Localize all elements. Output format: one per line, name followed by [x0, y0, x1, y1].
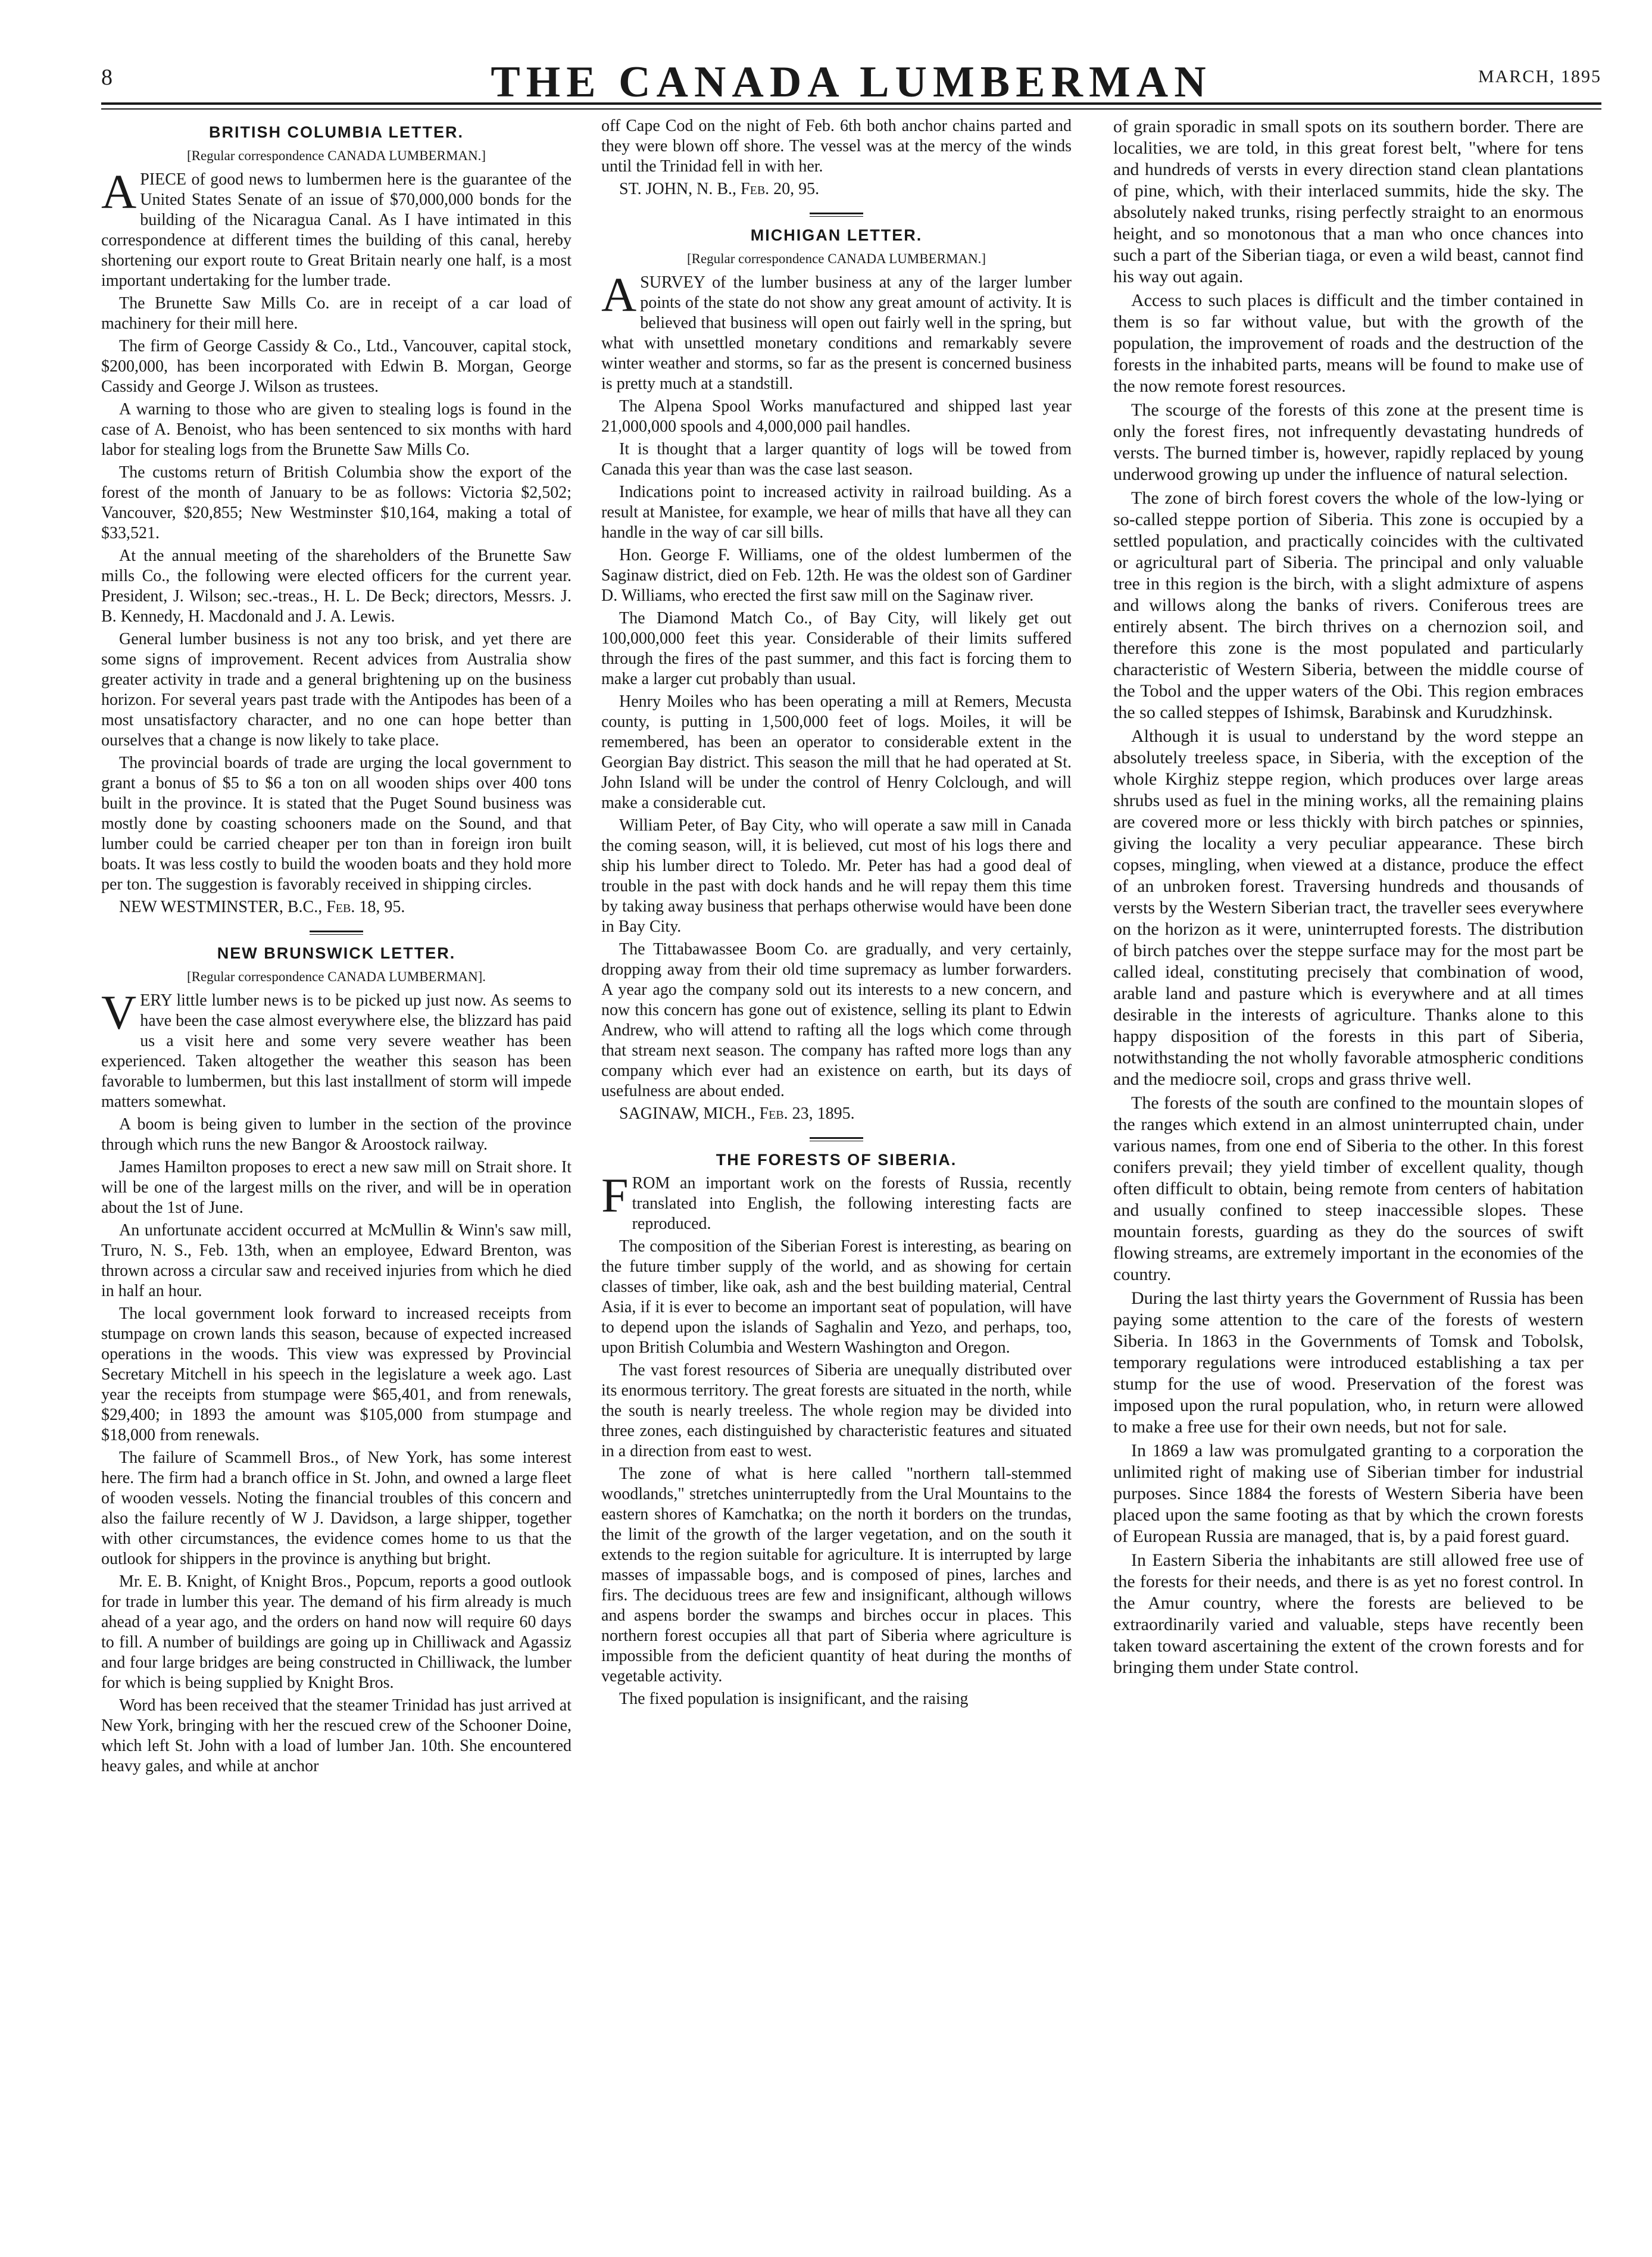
page-number: 8 — [101, 65, 113, 90]
article-subhead-british-columbia: [Regular correspondence CANADA LUMBERMAN.] — [186, 148, 486, 163]
column-3 — [1113, 116, 1584, 2188]
drop-cap: F — [601, 1168, 629, 1222]
paragraph: An unfortunate accident occurred at McMullin & Winn's saw mill, Truro, N. S., Feb. 13th, when an employee, Edward Brenton, was thrown across a circular saw and received injuries from which he died in half an hour. — [101, 1221, 572, 1300]
article-headline-new-brunswick: NEW BRUNSWICK LETTER. — [217, 944, 456, 962]
article-subhead-new-brunswick: [Regular correspondence CANADA LUMBERMAN]. — [186, 969, 486, 984]
paragraph: The customs return of British Columbia show the export of the forest of the month of January to be as follows: Victoria $2,502; Vancouver, $20,855; New Westminster $10,164, making a total of $33,521. — [101, 463, 572, 542]
paragraph-text: ERY little lumber news is to be picked up just now. As seems to have been the case almost everywhere else, the blizzard has paid us a visit here and some very severe weather has been experienced. Taken altogether the weather this season has been favorable to lumbermen, but this last installment of storm will impede matters somewhat. — [101, 991, 572, 1111]
column-1 — [101, 116, 572, 2188]
dateline: ST. JOHN, N. B., Feb. 20, 95. — [619, 180, 820, 198]
section-divider — [810, 213, 863, 217]
dateline: SAGINAW, MICH., Feb. 23, 1895. — [619, 1104, 855, 1123]
issue-date: MARCH, 1895 — [1478, 67, 1601, 86]
paragraph: Indications point to increased activity in railroad building. As a result at Manistee, for example, we hear of mills that have all they can handle in the way of car sill bills. — [601, 483, 1072, 542]
drop-cap: A — [601, 267, 637, 321]
paragraph: The forests of the south are confined to the mountain slopes of the ranges which extend in an almost uninterrupted chain, under various names, from one end of Siberia to the other. In this forest conifers prevail; they yield timber of excellent quality, though often difficult to obtain, being remote from centers of habitation and usually confined to steep inaccessible slopes. These mountain forests, guarding as they do the sources of swift flowing streams, are extremely important in the economies of the country. — [1113, 1093, 1584, 1284]
paragraph: During the last thirty years the Government of Russia has been paying some attention to the care of the forests of western Siberia. In 1863 in the Governments of Tomsk and Tobolsk, temporary regulations were introduced establishing a tax per stump for the use of wood. Preservation of the forest was imposed upon the rural population, who, in return were allowed to make a free use for their own needs, but not for sale. — [1113, 1288, 1584, 1437]
paragraph: William Peter, of Bay City, who will operate a saw mill in Canada the coming season, will, it is believed, cut most of his logs there and ship his lumber direct to Toledo. Mr. Peter has had a good deal of trouble in the past with dock hands and he will repay them this time by taking away business that perhaps otherwise would have been done in Bay City. — [601, 816, 1072, 936]
paragraph-text: PIECE of good news to lumbermen here is the guarantee of the United States Senate of an issue of $70,000,000 bonds for the building of the Nicaragua Canal. As I have intimated in this correspondence at different times the building of this canal, hereby shortening our export route to Great Britain nearly one half, is a most important undertaking for the lumber trade. — [101, 170, 572, 290]
paragraph: Mr. E. B. Knight, of Knight Bros., Popcum, reports a good outlook for trade in lumber this year. The demand of his firm already is much ahead of a year ago, and the orders on hand now will require 60 days to fill. A number of buildings are going up in Chilliwack and Agassiz and four large bridges are being constructed in Chilliwack, the lumber for which is being supplied by Knight Bros. — [101, 1572, 572, 1692]
paragraph: A boom is being given to lumber in the section of the province through which runs the new Bangor & Aroostock railway. — [101, 1115, 572, 1154]
paragraph-text: ROM an important work on the forests of Russia, recently translated into English, the following interesting facts are reproduced. — [632, 1174, 1072, 1233]
paragraph: The Brunette Saw Mills Co. are in receipt of a car load of machinery for their mill here. — [101, 294, 572, 333]
dateline: NEW WESTMINSTER, B.C., Feb. 18, 95. — [119, 898, 405, 916]
article-subhead-michigan: [Regular correspondence CANADA LUMBERMAN.] — [686, 251, 986, 266]
paragraph: Word has been received that the steamer Trinidad has just arrived at New York, bringing with her the rescued crew of the Schooner Doine, which left St. John with a load of lumber Jan. 10th. She encountered heavy gales, and while at anchor — [101, 1696, 572, 1775]
paragraph: Henry Moiles who has been operating a mill at Remers, Mecusta county, is putting in 1,500,000 feet of logs. Moiles, it will be remembered, has been an operator to considerable extent in the Georgian Bay district. This season the mill that he had operated at St. John Island will be under the control of Henry Colclough, and will make a considerable cut. — [601, 692, 1072, 812]
paragraph — [601, 1168, 1072, 1234]
paragraph: In 1869 a law was promulgated granting to a corporation the unlimited right of making use of Siberian timber for industrial purposes. Since 1884 the forests of Western Siberia have been placed upon the same footing as that by which the crown forests of European Russia are managed, that is, by a paid forest guard. — [1113, 1441, 1584, 1546]
paragraph — [601, 267, 1072, 394]
paragraph: The provincial boards of trade are urging the local government to grant a bonus of $5 to $6 a ton on all wooden ships over 400 tons built in the province. It is stated that the Puget Sound business was mostly done by coasting schooners made on the Sound, and that lumber could be carried cheaper per ton than in foreign iron built boats. It was less costly to build the wooden boats and they hold more per ton. The suggestion is favorably received in shipping circles. — [101, 754, 572, 894]
paragraph: The scourge of the forests of this zone at the present time is only the forest fires, not infrequently devastating hundreds of versts. The burned timber is, however, rapidly replaced by young underwood growing up under the influence of natural selection. — [1113, 400, 1584, 484]
section-divider — [810, 1137, 863, 1141]
paragraph: Although it is usual to understand by the word steppe an absolutely treeless space, in Siberia, with the exception of the whole Kirghiz steppe region, which produces over large areas shrubs used as fuel in the mining works, all the remaining plains are covered more or less thickly with birch patches or spinnies, giving the locality a very peculiar appearance. These birch copses, mingling, when viewed at a distance, produce the effect of an unbroken forest. Traversing hundreds and thousands of versts by the Western Siberian tract, the traveller sees everywhere on the horizon as it were, uninterrupted forests. The distribution of birch patches over the steppe surface may for the most part be called ideal, constituting precisely that combination of wood, arable land and pasture which is everywhere and at all times desirable in the interests of agriculture. Thanks alone to this happy disposition of the forests in this part of Siberia, notwithstanding the not wholly favorable atmospheric conditions and the mediocre soil, crops and grass thrive well. — [1113, 726, 1584, 1089]
drop-cap: V — [101, 985, 137, 1039]
paragraph: The Diamond Match Co., of Bay City, will likely get out 100,000,000 feet this year. Considerable of their limits suffered through the fires of the past summer, and this fact is forcing them to make a larger cut probably than usual. — [601, 609, 1072, 688]
paragraph: off Cape Cod on the night of Feb. 6th both anchor chains parted and they were blown off shore. The vessel was at the mercy of the winds until the Trinidad fell in with her. — [601, 117, 1072, 176]
paragraph: The fixed population is insignificant, and the raising — [619, 1690, 969, 1708]
article-headline-forests-of-siberia: THE FORESTS OF SIBERIA. — [716, 1151, 957, 1169]
paragraph: of grain sporadic in small spots on its southern border. There are localities, we are told, in this great forest belt, "where for tens and hundreds of versts in every direction stand clean plantations of pine, which, with their interlaced summits, hide the sky. The absolutely naked trunks, rising perfectly straight to an enormous height, and so monotonous that a man who once chances into such a part of the Siberian tiaga, or even a wild beast, cannot find his way out again. — [1113, 117, 1584, 286]
paragraph: The firm of George Cassidy & Co., Ltd., Vancouver, capital stock, $200,000, has been incorporated with Edwin B. Morgan, George Cassidy and George J. Wilson as trustees. — [101, 337, 572, 396]
paragraph: Access to such places is difficult and the timber contained in them is so far without value, but with the growth of the population, the improvement of roads and the destruction of the forests in the inhabited parts, means will be found to make use of the now remote forest resources. — [1113, 291, 1584, 396]
drop-cap: A — [101, 164, 137, 218]
masthead-rule — [101, 102, 1601, 110]
paragraph: James Hamilton proposes to erect a new saw mill on Strait shore. It will be one of the largest mills on the river, and will be in operation about the 1st of June. — [101, 1158, 572, 1217]
article-headline-british-columbia: BRITISH COLUMBIA LETTER. — [209, 123, 464, 141]
paragraph — [101, 985, 572, 1112]
paragraph: General lumber business is not any too brisk, and yet there are some signs of improvement. Recent advices from Australia show greater activity in trade and a general brightening up on the business horizon. For several years past trade with the Antipodes has been of a most unsatisfactory character, and no one can hope better than ourselves that a change is now likely to take place. — [101, 630, 572, 750]
paragraph: In Eastern Siberia the inhabitants are still allowed free use of the forests for their needs, and there is as yet no forest control. In the Amur country, where the forests are believed to be extraordinarily varied and valuable, steps have recently been taken toward ascertaining the extent of the crown forests and for bringing them under State control. — [1113, 1550, 1584, 1677]
paragraph — [101, 164, 572, 291]
section-divider — [310, 931, 363, 935]
paragraph: The Tittabawassee Boom Co. are gradually, and very certainly, dropping away from their old time supremacy as lumber forwarders. A year ago the company sold out its interests to a new concern, and now this concern has gone out of existence, selling its plant to Edwin Andrew, who will attend to rafting all the logs which come through that stream next season. The company has rafted more logs than any company which ever had an existence on earth, but its days of usefulness are about ended. — [601, 940, 1072, 1100]
paragraph: The zone of what is here called "northern tall-stemmed woodlands," stretches uninterruptedly from the Ural Mountains to the eastern shores of Kamchatka; on the north it borders on the trundas, the limit of the growth of the larger vegetation, and on the south it extends to the region suitable for agriculture. It is interrupted by large masses of impassable bogs, and is composed of pines, larches and firs. The deciduous trees are few and insignificant, although willows and aspens border the swamps and birches occur in places. This northern forest occupies all that part of Siberia where agriculture is impossible from the deficient quantity of heat during the months of vegetable activity. — [601, 1465, 1072, 1685]
paragraph: Hon. George F. Williams, one of the oldest lumbermen of the Saginaw district, died on Feb. 12th. He was the oldest son of Gardiner D. Williams, who erected the first saw mill on the Saginaw river. — [601, 546, 1072, 605]
column-2 — [601, 116, 1072, 2188]
paragraph: The zone of birch forest covers the whole of the low-lying or so-called steppe portion of Siberia. This zone is occupied by a settled population, and practically coincides with the cultivated or agricultural part of Siberia. The principal and only valuable tree in this region is the birch, with a slight admixture of aspens and willows along the banks of rivers. Coniferous trees are entirely absent. The birch thrives on a chernozion soil, and therefore this zone is the most populated and particularly characteristic of Western Siberia, between the middle course of the Tobol and the upper waters of the Obi. This region embraces the so called steppes of Ishimsk, Barabinsk and Kurudzhinsk. — [1113, 488, 1584, 722]
paragraph: A warning to those who are given to stealing logs is found in the case of A. Benoist, who has been sentenced to six months with hard labor for stealing logs from the Brunette Saw Mills Co. — [101, 400, 572, 459]
paragraph: The local government look forward to increased receipts from stumpage on crown lands this season, because of expected increased operations in the woods. This view was expressed by Provincial Secretary Mitchell in his speech in the legislature a week ago. Last year the receipts from stumpage were $65,401, and from renewals, $29,400; in 1893 the amount was $105,000 from stumpage and $18,000 from renewals. — [101, 1304, 572, 1444]
paragraph: The Alpena Spool Works manufactured and shipped last year 21,000,000 spools and 4,000,000 pail handles. — [601, 397, 1072, 436]
newspaper-title: THE CANADA LUMBERMAN — [491, 58, 1212, 107]
paragraph: The vast forest resources of Siberia are unequally distributed over its enormous territory. The great forests are situated in the north, while the south is nearly treeless. The whole region may be divided into three zones, each distinguished by characteristic features and situated in a direction from east to west. — [601, 1361, 1072, 1460]
paragraph: The failure of Scammell Bros., of New York, has some interest here. The firm had a branch office in St. John, and owned a large fleet of wooden vessels. Noting the financial troubles of this concern and also the failure recently of W J. Davidson, a large shipper, together with other circumstances, the evidence comes home to us that the outlook for shippers in the province is anything but bright. — [101, 1449, 572, 1568]
paragraph: It is thought that a larger quantity of logs will be towed from Canada this year than was the case last season. — [601, 440, 1072, 479]
article-headline-michigan: MICHIGAN LETTER. — [750, 226, 923, 244]
paragraph: The composition of the Siberian Forest is interesting, as bearing on the future timber supply of the world, and as showing for certain classes of timber, like oak, ash and the best building material, Central Asia, if it is ever to become an important seat of population, will have to depend upon the islands of Saghalin and Yezo, and perhaps, too, upon British Columbia and Western Washington and Oregon. — [601, 1237, 1072, 1357]
paragraph: At the annual meeting of the shareholders of the Brunette Saw mills Co., the following were elected officers for the current year. President, J. Wilson; sec.-treas., H. L. De Beck; directors, Messrs. J. B. Kennedy, H. Macdonald and J. A. Lewis. — [101, 547, 572, 626]
paragraph-text: SURVEY of the lumber business at any of the larger lumber points of the state do not show any great amount of activity. It is believed that business will open out fairly well in the spring, but what with unsettled monetary conditions and remarkably severe winter weather and storms, so far as the present is concerned business is pretty much at a standstill. — [601, 273, 1072, 393]
